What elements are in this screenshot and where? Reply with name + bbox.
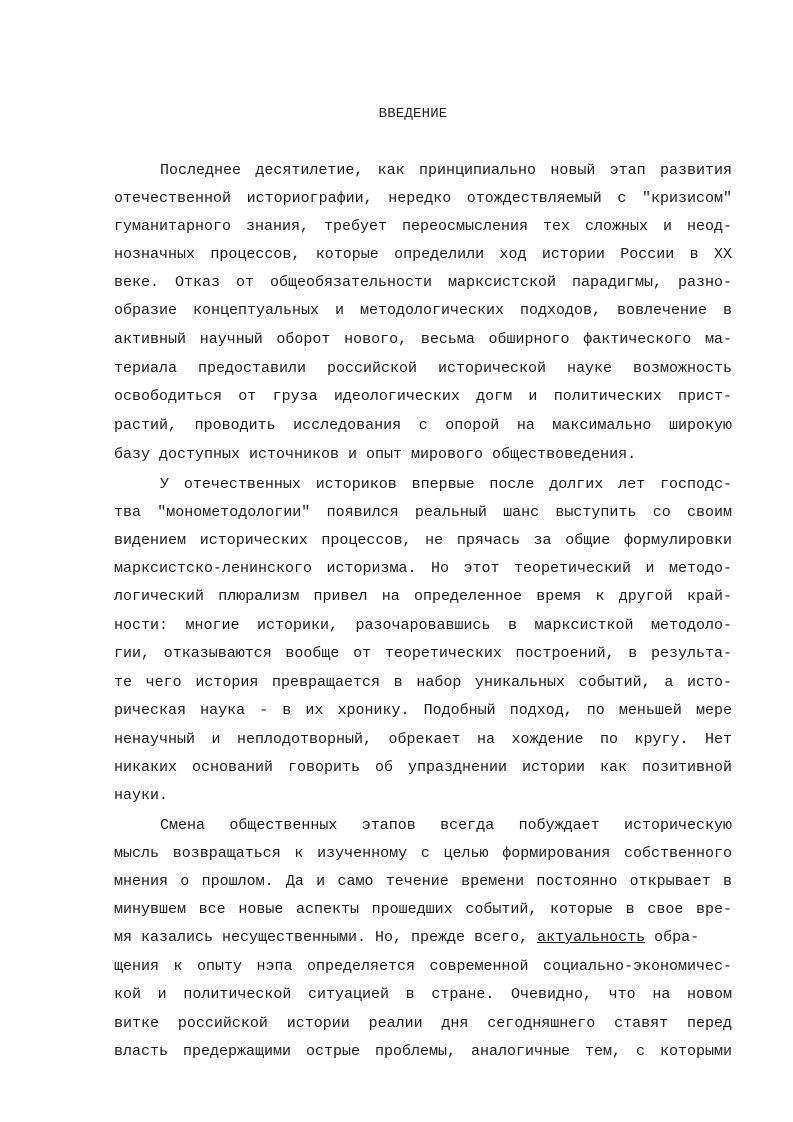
text-line: У отечественных историков впервые после долгих лет господс- xyxy=(160,476,732,493)
text-line: видением исторических процессов, не прячась за общие формулировки xyxy=(114,532,732,549)
text-line: гии, отказываются вообще от теоретических построений, в результа- xyxy=(114,645,732,662)
text-line: минувшем все новые аспекты прошедших событий, которые в свое вре- xyxy=(114,901,732,918)
text-line: марксистско-ленинского историзма. Но этот теоретический и методо- xyxy=(114,560,732,577)
text-line: веке. Отказ от общеобязательности марксистской парадигмы, разно- xyxy=(114,274,732,291)
page-title: ВВЕДЕНИЕ xyxy=(378,106,448,122)
text-line: отечественной историографии, нередко отождествляемый с "кризисом" xyxy=(114,190,732,207)
text-line: рическая наука - в их хронику. Подобный подход, по меньшей мере xyxy=(114,702,732,719)
text-line: ненаучный и неплодотворный, обрекает на хождение по кругу. Нет xyxy=(114,731,732,748)
text-line: никаких оснований говорить об упразднении истории как позитивной xyxy=(114,759,732,776)
text-line: мнения о прошлом. Да и само течение времени постоянно открывает в xyxy=(114,873,732,890)
text-line: власть предержащими острые проблемы, аналогичные тем, с которыми xyxy=(114,1043,732,1060)
text-line: науки. xyxy=(114,787,169,804)
text-line: Смена общественных этапов всегда побуждает историческую xyxy=(160,817,732,834)
text-line: освободиться от груза идеологических догм и политических прист- xyxy=(114,388,732,405)
text-line: ности: многие историки, разочаровавшись в марксисткой методоло- xyxy=(114,617,732,634)
text-line: Последнее десятилетие, как принципиально новый этап развития xyxy=(160,162,732,179)
text-line: кой и политической ситуацией в стране. Очевидно, что на новом xyxy=(114,986,732,1003)
text-line xyxy=(114,927,732,949)
text-line: териала предоставили российской исторической науке возможность xyxy=(114,360,732,377)
underlined-term: актуальность xyxy=(537,929,646,946)
text-line: нозначных процессов, которые определили ход истории России в XX xyxy=(114,246,732,263)
text-segment: мя казались несущественными. Но, прежде всего, xyxy=(114,929,538,946)
text-line: активный научный оборот нового, весьма обширного фактического ма- xyxy=(114,331,732,348)
text-line: базу доступных источников и опыт мирового обществоведения. xyxy=(114,446,637,463)
text-line: образие концептуальных и методологических подходов, вовлечение в xyxy=(114,302,732,319)
text-segment: обра- xyxy=(645,929,700,946)
text-line: витке российской истории реалии дня сегодняшнего ставят перед xyxy=(114,1015,732,1032)
text-line: растий, проводить исследования с опорой на максимально широкую xyxy=(114,417,732,434)
text-line: щения к опыту нэпа определяется современной социально-экономичес- xyxy=(114,958,732,975)
text-line: логический плюрализм привел на определенное время к другой край- xyxy=(114,588,732,605)
text-line: мысль возвращаться к изученному с целью формирования собственного xyxy=(114,845,732,862)
text-line: те чего история превращается в набор уникальных событий, а исто- xyxy=(114,674,732,691)
text-line: тва "монометодологии" появился реальный шанс выступить со своим xyxy=(114,504,732,521)
text-line: гуманитарного знания, требует переосмысления тех сложных и неод- xyxy=(114,218,732,235)
